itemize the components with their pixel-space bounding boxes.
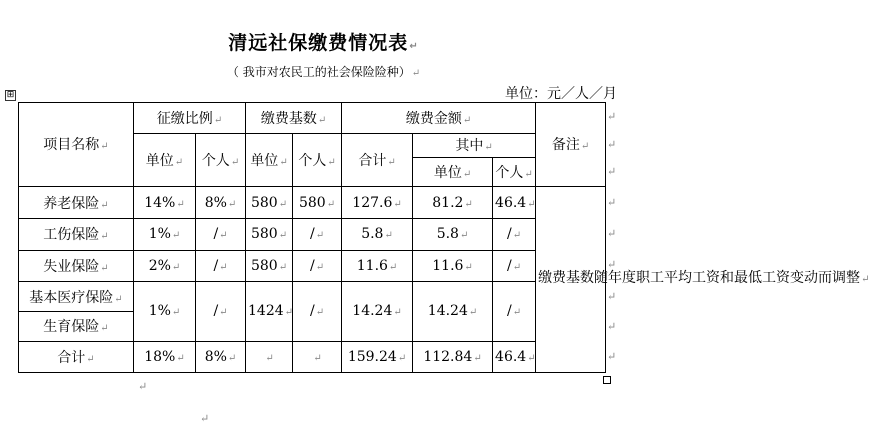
amount-personal-cell: 46.4↵ [493, 341, 536, 372]
amount-unit-cell: 14.24↵ [413, 281, 493, 341]
header-rate-unit: 单位↵ [134, 134, 196, 187]
rate-unit-cell: 1%↵ [134, 219, 196, 250]
row-end-mark: ↵ [607, 165, 617, 178]
header-base-personal: 个人↵ [293, 134, 342, 187]
base-personal-cell: 580↵ [293, 186, 342, 218]
table-row [19, 250, 606, 281]
amount-personal-cell: /↵ [493, 281, 536, 341]
base-unit-cell: 580↵ [246, 250, 293, 281]
amount-unit-cell: 5.8↵ [413, 219, 493, 250]
rate-personal-cell: 8%↵ [196, 341, 246, 372]
paragraph-mark: ↵ [138, 380, 148, 393]
base-personal-cell: /↵ [293, 281, 342, 341]
row-name: 工伤保险↵ [19, 219, 134, 250]
base-personal-cell: ↵ [293, 341, 342, 372]
rate-personal-cell: 8%↵ [196, 186, 246, 218]
rate-unit-cell: 2%↵ [134, 250, 196, 281]
header-rate: 征缴比例↵ [134, 103, 246, 134]
total-cell: 159.24↵ [342, 341, 413, 372]
header-total: 合计↵ [342, 134, 413, 187]
paragraph-mark: ↵ [200, 412, 210, 425]
insurance-table [18, 102, 869, 373]
table-row [19, 281, 606, 311]
base-personal-cell: /↵ [293, 250, 342, 281]
rate-personal-cell: /↵ [196, 250, 246, 281]
row-end-mark: ↵ [607, 227, 617, 240]
header-amount-personal: 个人↵ [493, 157, 536, 186]
header-amount: 缴费金额↵ [342, 103, 536, 134]
header-item-name: 项目名称↵ [19, 103, 134, 187]
amount-personal-cell: 46.4↵ [493, 186, 536, 218]
header-base: 缴费基数↵ [246, 103, 342, 134]
header-rate-personal: 个人↵ [196, 134, 246, 187]
base-unit-cell: ↵ [246, 341, 293, 372]
header-of-which: 其中↵ [413, 134, 536, 157]
row-name: 失业保险↵ [19, 250, 134, 281]
rate-unit-cell: 14%↵ [134, 186, 196, 218]
base-unit-cell: 580↵ [246, 219, 293, 250]
header-base-unit: 单位↵ [246, 134, 293, 187]
row-name: 生育保险↵ [19, 312, 134, 341]
table-resize-handle[interactable] [603, 376, 611, 384]
amount-unit-cell: 112.84↵ [413, 341, 493, 372]
table-row [19, 219, 606, 250]
row-name: 基本医疗保险↵ [19, 281, 134, 311]
table-row-total [19, 341, 606, 372]
amount-unit-cell: 81.2↵ [413, 186, 493, 218]
row-end-mark: ↵ [607, 350, 617, 363]
total-cell: 14.24↵ [342, 281, 413, 341]
row-end-mark: ↵ [607, 290, 617, 303]
rate-personal-cell: /↵ [196, 219, 246, 250]
table-row [19, 186, 606, 218]
row-end-mark: ↵ [607, 110, 617, 123]
rate-personal-cell: /↵ [196, 281, 246, 341]
total-cell: 5.8↵ [342, 219, 413, 250]
total-cell: 11.6↵ [342, 250, 413, 281]
document-subtitle: （ 我市对农民工的社会保险险种）↵ [226, 65, 421, 79]
row-end-mark: ↵ [607, 258, 617, 271]
amount-personal-cell: /↵ [493, 250, 536, 281]
total-cell: 127.6↵ [342, 186, 413, 218]
row-name: 合计↵ [19, 341, 134, 372]
amount-personal-cell: /↵ [493, 219, 536, 250]
amount-unit-cell: 11.6↵ [413, 250, 493, 281]
header-note: 备注↵ [536, 103, 606, 187]
unit-label: 单位：元／人／月 [505, 86, 617, 102]
row-end-mark: ↵ [607, 196, 617, 209]
header-amount-unit: 单位↵ [413, 157, 493, 186]
base-personal-cell: /↵ [293, 219, 342, 250]
document-title: 清远社保缴费情况表↵ [228, 32, 419, 54]
base-unit-cell: 580↵ [246, 186, 293, 218]
row-end-mark: ↵ [607, 320, 617, 333]
note-cell: 缴费基数随年度职工平均工资和最低工资变动而调整↵ [536, 186, 606, 372]
table-move-handle-icon[interactable]: ⊞ [6, 90, 15, 100]
rate-unit-cell: 18%↵ [134, 341, 196, 372]
base-unit-cell: 1424↵ [246, 281, 293, 341]
row-end-mark: ↵ [607, 138, 617, 151]
row-name: 养老保险↵ [19, 186, 134, 218]
rate-unit-cell: 1%↵ [134, 281, 196, 341]
